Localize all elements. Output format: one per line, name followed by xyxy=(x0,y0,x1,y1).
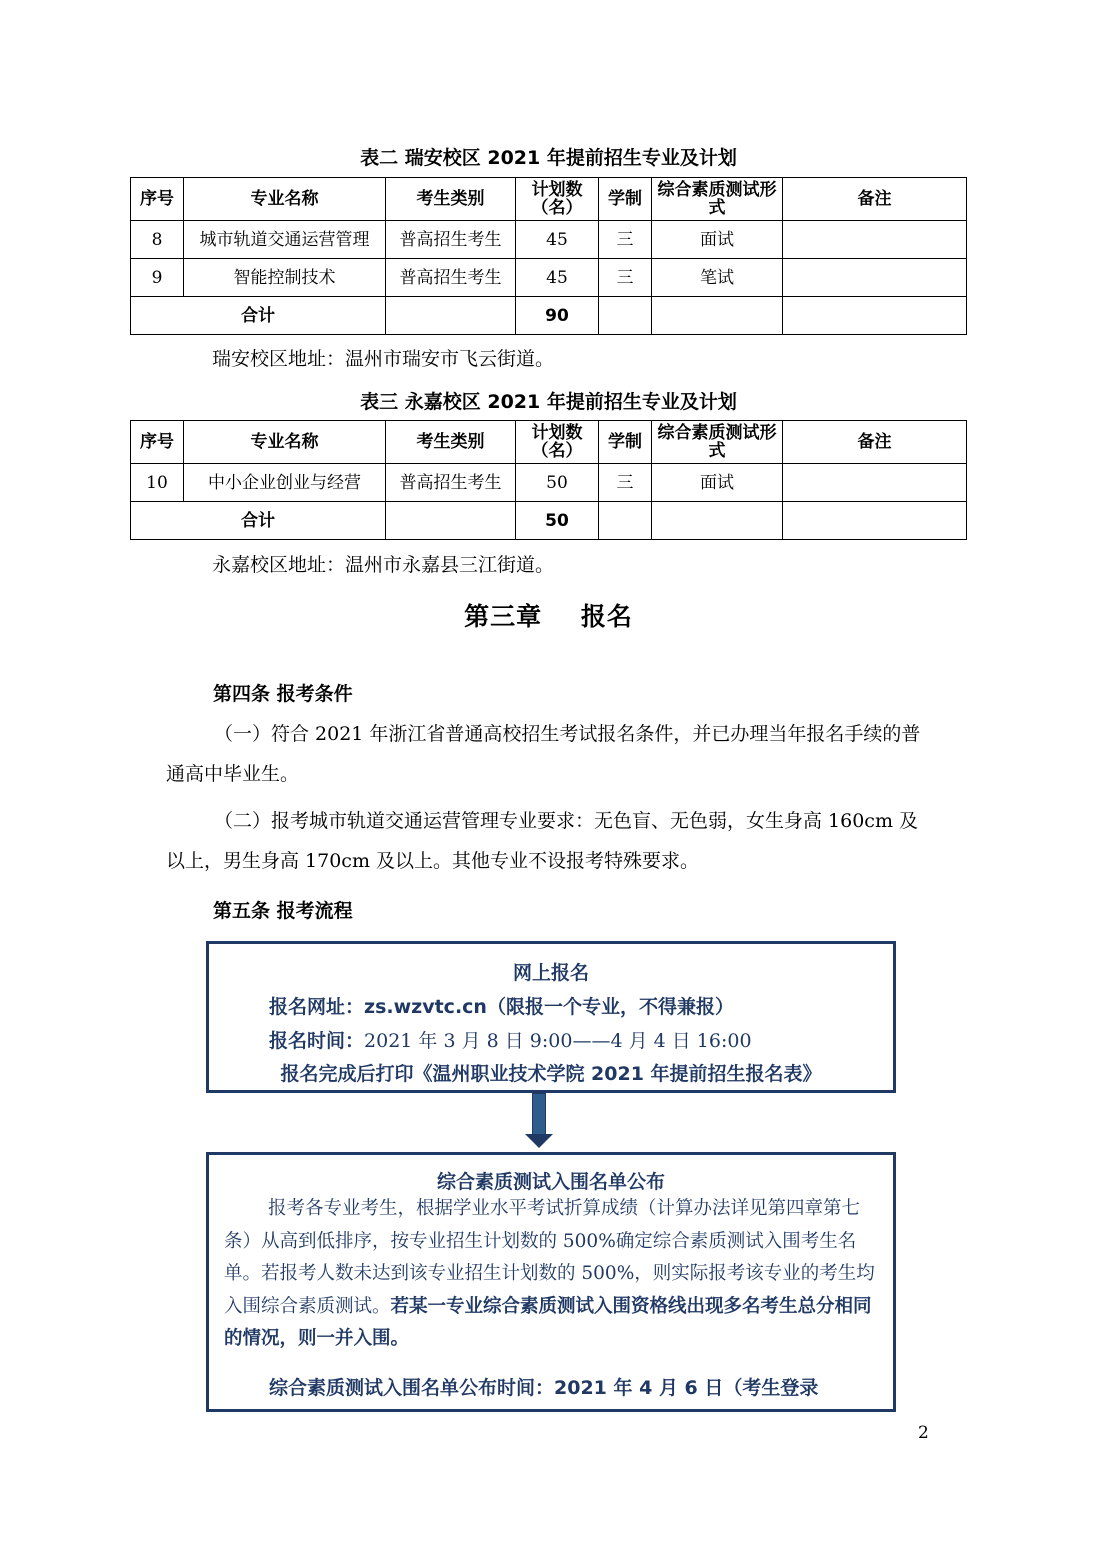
time-value: 2021 年 3 月 8 日 9:00——4 月 4 日 16:00 xyxy=(364,1030,752,1052)
table-cell xyxy=(783,297,967,335)
flow2-title: 综合素质测试入围名单公布 xyxy=(436,1171,665,1193)
table-cell: 三 xyxy=(599,221,652,259)
header-cell: 备注 xyxy=(783,421,967,464)
flow-step-shortlist-publication xyxy=(206,1152,896,1412)
table-cell: 9 xyxy=(131,259,184,297)
header-cell: 学制 xyxy=(599,178,652,221)
table-cell: 8 xyxy=(131,221,184,259)
table-cell xyxy=(783,259,967,297)
table-row xyxy=(131,221,967,259)
table-cell: 10 xyxy=(131,464,184,502)
table-total-row xyxy=(131,502,967,540)
header-cell: 专业名称 xyxy=(184,421,386,464)
header-cell: 考生类别 xyxy=(386,178,516,221)
table-cell: 50 xyxy=(516,464,599,502)
table-cell xyxy=(783,221,967,259)
table-cell xyxy=(652,297,783,335)
flow2-body xyxy=(224,1193,879,1356)
header-cell: 备注 xyxy=(783,178,967,221)
header-cell: 综合素质测试形式 xyxy=(652,421,783,464)
header-cell: 专业名称 xyxy=(184,178,386,221)
table2-header-row xyxy=(131,178,967,221)
table2 xyxy=(130,177,967,335)
total-value: 90 xyxy=(516,297,599,335)
total-label: 合计 xyxy=(131,297,386,335)
page-number: 2 xyxy=(918,1423,929,1443)
table-cell: 三 xyxy=(599,259,652,297)
url-label: 报名网址： xyxy=(269,996,365,1018)
article4-paragraph-1: （一）符合 2021 年浙江省普通高校招生考试报名条件，并已办理当年报名手续的普通高中毕业生。 xyxy=(166,723,921,785)
header-cell: 考生类别 xyxy=(386,421,516,464)
article5-heading: 第五条 报考流程 xyxy=(213,900,353,922)
chapter-title: 第三章 报名 xyxy=(464,602,633,631)
table-cell: 中小企业创业与经营 xyxy=(184,464,386,502)
table-row xyxy=(131,464,967,502)
table3-header-row xyxy=(131,421,967,464)
table-cell: 普高招生考生 xyxy=(386,221,516,259)
table-cell xyxy=(386,297,516,335)
table-row xyxy=(131,259,967,297)
total-value: 50 xyxy=(516,502,599,540)
table-cell xyxy=(599,297,652,335)
table-cell xyxy=(599,502,652,540)
flow1-url-line xyxy=(269,992,734,1019)
flow1-title: 网上报名 xyxy=(512,962,589,984)
time-label: 报名时间： xyxy=(269,1030,365,1052)
table-cell: 智能控制技术 xyxy=(184,259,386,297)
table-cell xyxy=(386,502,516,540)
table3 xyxy=(130,420,967,540)
table-cell: 城市轨道交通运营管理 xyxy=(184,221,386,259)
table-cell: 面试 xyxy=(652,464,783,502)
header-cell: 计划数（名） xyxy=(516,178,599,221)
table3-title: 表三 永嘉校区 2021 年提前招生专业及计划 xyxy=(360,391,737,413)
url-value: zs.wzvtc.cn（限报一个专业，不得兼报） xyxy=(364,996,734,1018)
table-cell: 面试 xyxy=(652,221,783,259)
article4-heading: 第四条 报考条件 xyxy=(213,683,353,705)
table-cell xyxy=(652,502,783,540)
flow2-body-normal: 报考各专业考生，根据学业水平考试折算成绩（计算办法详见第四章第七条）从高到低排序，按专业招生计划数的 500%确定综合素质测试入围考生名单。若报考人数未达到该专业招生计划数的 500%，则实际报考该专业的考生均入围综合素质测试。 xyxy=(224,1198,875,1317)
table-total-row xyxy=(131,297,967,335)
header-cell: 综合素质测试形式 xyxy=(652,178,783,221)
table2-title: 表二 瑞安校区 2021 年提前招生专业及计划 xyxy=(360,147,737,169)
table3-address: 永嘉校区地址：温州市永嘉县三江街道。 xyxy=(212,554,555,576)
header-cell: 计划数（名） xyxy=(516,421,599,464)
flow1-print-note: 报名完成后打印《温州职业技术学院 2021 年提前招生报名表》 xyxy=(280,1063,822,1085)
total-label: 合计 xyxy=(131,502,386,540)
header-cell: 学制 xyxy=(599,421,652,464)
table-cell: 45 xyxy=(516,221,599,259)
table-cell: 普高招生考生 xyxy=(386,464,516,502)
table-cell: 普高招生考生 xyxy=(386,259,516,297)
table-cell xyxy=(783,502,967,540)
flow1-time-line xyxy=(269,1026,752,1053)
table-cell: 三 xyxy=(599,464,652,502)
article4-paragraph-2: （二）报考城市轨道交通运营管理专业要求：无色盲、无色弱，女生身高 160cm 及以上，男生身高 170cm 及以上。其他专业不设报考特殊要求。 xyxy=(166,810,919,872)
flow2-publish-time: 综合素质测试入围名单公布时间：2021 年 4 月 6 日（考生登录 xyxy=(269,1377,819,1399)
table-cell: 45 xyxy=(516,259,599,297)
flow2-body-bold: 若某一专业综合素质测试入围资格线出现多名考生总分相同的情况，则一并入围。 xyxy=(224,1295,872,1349)
header-cell: 序号 xyxy=(131,421,184,464)
header-cell: 序号 xyxy=(131,178,184,221)
down-arrow-head xyxy=(525,1134,553,1148)
flow-step-online-registration xyxy=(206,941,896,1093)
down-arrow-icon xyxy=(532,1093,546,1137)
table2-address: 瑞安校区地址：温州市瑞安市飞云街道。 xyxy=(212,348,555,370)
table-cell: 笔试 xyxy=(652,259,783,297)
table-cell xyxy=(783,464,967,502)
